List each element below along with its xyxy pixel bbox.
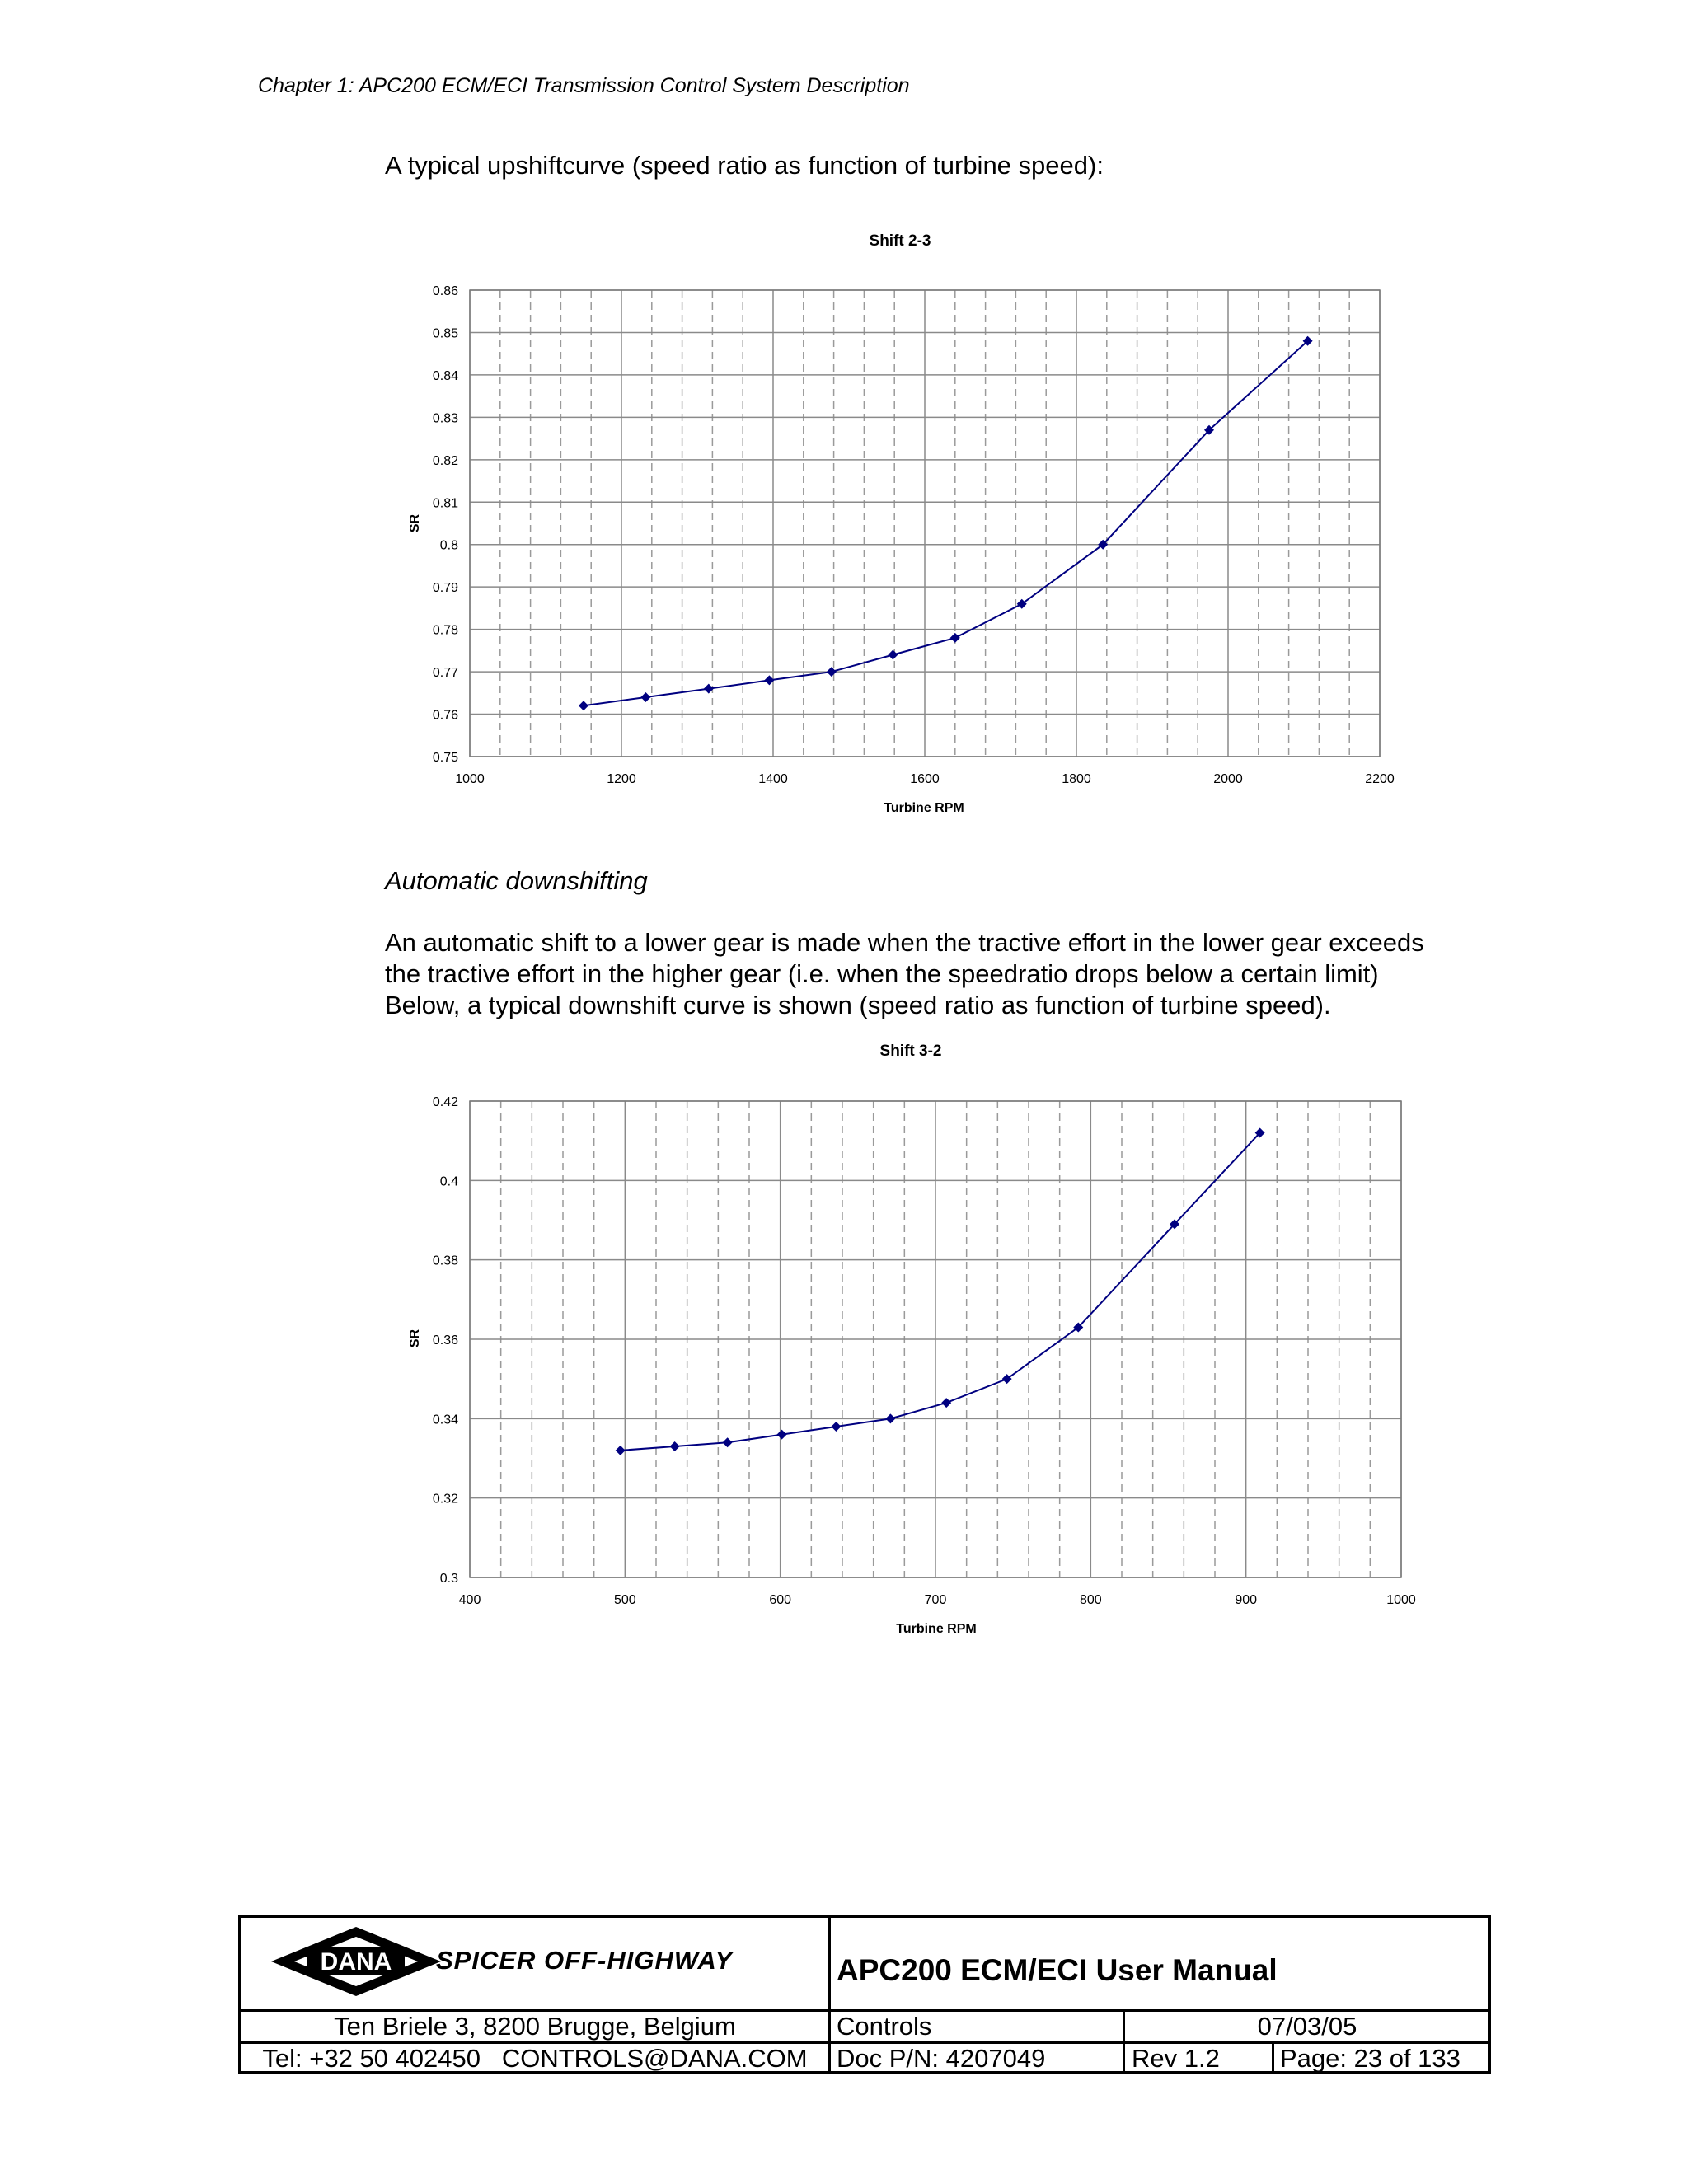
downshift-ytick-label: 0.4 <box>439 1174 458 1189</box>
revision-date: 07/03/05 <box>1257 2012 1357 2041</box>
downshift-data-point <box>670 1441 680 1451</box>
contact-info: Tel: +32 50 402450 CONTROLS@DANA.COM <box>262 2044 808 2073</box>
downshift-line-3: Below, a typical downshift curve is shown (speed ratio as function of turbine speed). <box>385 991 1331 1019</box>
downshift-data-point <box>831 1422 841 1432</box>
downshift-ytick-label: 0.36 <box>432 1333 458 1347</box>
downshift-ytick-label: 0.34 <box>432 1413 458 1427</box>
upshift-xtick-label: 2000 <box>1213 772 1243 786</box>
department: Controls <box>837 2012 932 2041</box>
upshift-ytick-label: 0.8 <box>439 538 458 553</box>
upshift-data-point <box>888 650 898 660</box>
brand-name: SPICER OFF-HIGHWAY <box>436 1946 734 1975</box>
upshift-series-line <box>584 341 1308 706</box>
downshift-line-1: An automatic shift to a lower gear is made when the tractive effort in the lower gear exceeds <box>385 928 1424 957</box>
downshift-ytick-label: 0.42 <box>432 1095 458 1109</box>
downshift-xtick-label: 400 <box>458 1593 481 1607</box>
manual-title: APC200 ECM/ECI User Manual <box>837 1953 1278 1987</box>
upshift-data-point <box>579 701 588 710</box>
downshift-chart-xlabel: Turbine RPM <box>896 1622 977 1636</box>
downshift-chart-title: Shift 3-2 <box>879 1043 942 1060</box>
downshift-paragraph <box>385 927 1456 1021</box>
upshift-ytick-label: 0.83 <box>432 411 458 426</box>
upshift-ytick-label: 0.75 <box>432 751 458 765</box>
upshift-xtick-label: 2200 <box>1365 772 1395 786</box>
downshift-ytick-label: 0.38 <box>432 1254 458 1268</box>
downshift-xtick-label: 600 <box>769 1593 792 1607</box>
downshift-data-point <box>941 1398 951 1408</box>
revision: Rev 1.2 <box>1132 2044 1220 2073</box>
upshift-xtick-label: 1600 <box>910 772 940 786</box>
upshift-ytick-label: 0.84 <box>432 368 458 383</box>
downshift-chart <box>396 1032 1426 1642</box>
page-number: Page: 23 of 133 <box>1280 2044 1461 2073</box>
downshift-data-point <box>616 1446 626 1455</box>
dana-logo-text: DANA <box>320 1948 392 1975</box>
upshift-data-point <box>950 633 960 643</box>
downshift-xtick-label: 1000 <box>1386 1593 1416 1607</box>
upshift-ytick-label: 0.85 <box>432 326 458 341</box>
upshift-xtick-label: 1800 <box>1062 772 1091 786</box>
upshift-ytick-label: 0.81 <box>432 496 458 511</box>
footer-table <box>238 1915 1491 2074</box>
upshift-ytick-label: 0.82 <box>432 453 458 468</box>
downshift-chart-ylabel: SR <box>408 1329 422 1348</box>
downshift-line-2: the tractive effort in the higher gear (i.e. when the speedratio drops below a certain limit) <box>385 959 1379 988</box>
upshift-xtick-label: 1400 <box>758 772 788 786</box>
upshift-chart-xlabel: Turbine RPM <box>884 801 964 815</box>
downshift-ytick-label: 0.32 <box>432 1492 458 1507</box>
downshift-xtick-label: 900 <box>1235 1593 1258 1607</box>
upshift-xtick-label: 1200 <box>607 772 636 786</box>
upshift-chart <box>396 221 1426 831</box>
downshift-data-point <box>777 1430 787 1440</box>
upshift-chart-title: Shift 2-3 <box>869 232 931 250</box>
upshift-ytick-label: 0.77 <box>432 666 458 681</box>
upshift-ytick-label: 0.79 <box>432 581 458 596</box>
downshift-data-point <box>885 1413 895 1423</box>
upshift-chart-ylabel: SR <box>408 513 422 533</box>
dana-logo <box>270 1925 443 1998</box>
address: Ten Briele 3, 8200 Brugge, Belgium <box>334 2012 736 2041</box>
upshift-ytick-label: 0.86 <box>432 284 458 298</box>
downshift-xtick-label: 700 <box>924 1593 947 1607</box>
downshift-xtick-label: 800 <box>1079 1593 1102 1607</box>
upshift-xtick-label: 1000 <box>455 772 485 786</box>
downshift-xtick-label: 500 <box>613 1593 636 1607</box>
upshift-data-point <box>827 667 837 677</box>
downshift-data-point <box>723 1437 733 1447</box>
document-number: Doc P/N: 4207049 <box>837 2044 1046 2073</box>
downshift-ytick-label: 0.3 <box>439 1572 458 1586</box>
downshift-heading: Automatic downshifting <box>385 866 648 895</box>
upshift-intro-text: A typical upshiftcurve (speed ratio as function of turbine speed): <box>385 151 1104 180</box>
upshift-data-point <box>640 692 650 702</box>
upshift-ytick-label: 0.76 <box>432 708 458 723</box>
upshift-ytick-label: 0.78 <box>432 623 458 638</box>
chapter-header: Chapter 1: APC200 ECM/ECI Transmission Control System Description <box>258 74 910 97</box>
